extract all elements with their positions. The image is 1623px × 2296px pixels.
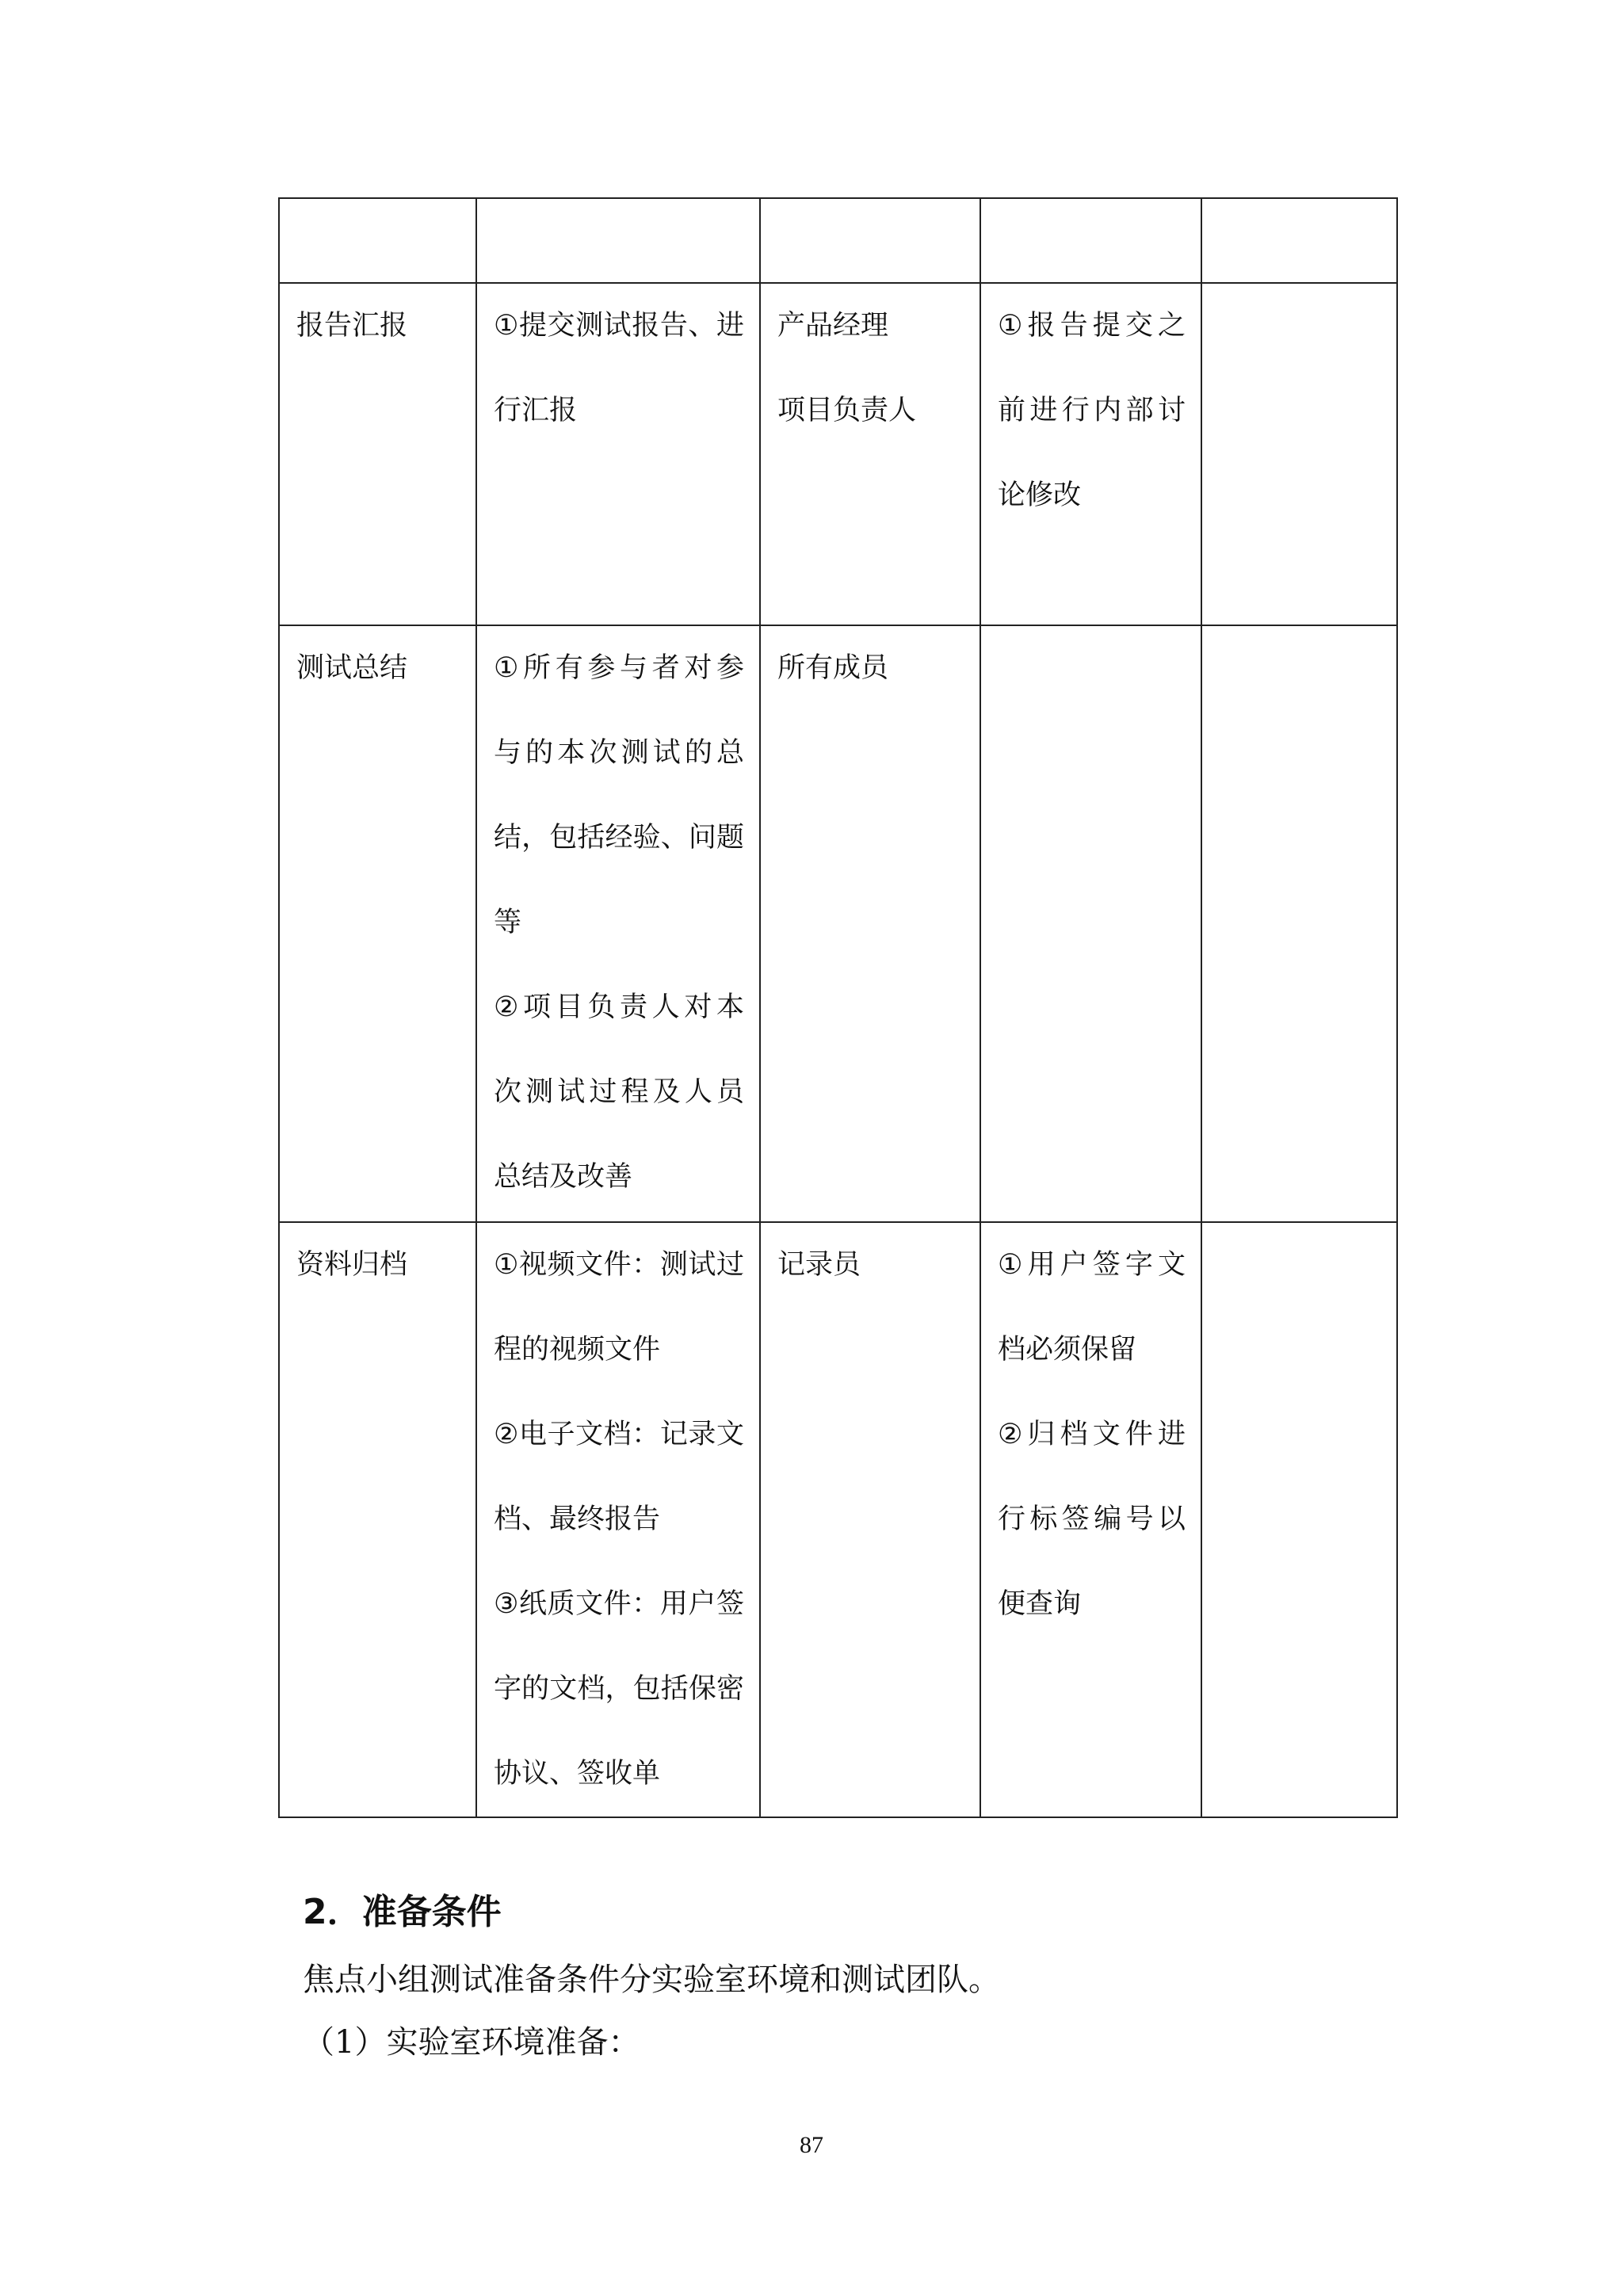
cell-text-line: ①提交测试报告、进 (494, 310, 744, 342)
table-body (279, 198, 1397, 1817)
cell-text-line: ②项目负责人对本 (494, 991, 744, 1023)
table-cell (1201, 198, 1397, 283)
table-cell (279, 1222, 476, 1817)
cell-text-line: 次测试过程及人员 (494, 1076, 744, 1108)
cell-text-line: 字的文档，包括保密 (494, 1673, 744, 1705)
table-cell (980, 198, 1201, 283)
cell-text-line: ①视频文件：测试过 (494, 1249, 744, 1281)
table-row (279, 198, 1397, 283)
table-cell (279, 198, 476, 283)
cell-paragraph (777, 626, 964, 711)
table-cell (760, 198, 980, 283)
cell-paragraph (494, 1392, 744, 1562)
cell-paragraph (494, 965, 744, 1220)
cell-text-line: 所有成员 (777, 652, 889, 684)
cell-paragraph (494, 1223, 744, 1392)
table-cell (476, 283, 760, 625)
cell-text-line: 档必须保留 (998, 1334, 1137, 1366)
cell-text-line: ①用户签字文 (998, 1249, 1186, 1281)
cell-text-line: 项目负责人 (777, 395, 917, 426)
table-row (279, 625, 1397, 1222)
cell-text-line: 便查询 (998, 1588, 1082, 1620)
table-cell (476, 198, 760, 283)
table-cell (279, 283, 476, 625)
cell-paragraph (494, 626, 744, 965)
table-cell (476, 1222, 760, 1817)
cell-text-line: 测试总结 (296, 652, 408, 684)
cell-paragraph (296, 284, 460, 369)
cell-paragraph (777, 1223, 964, 1308)
cell-text-line: 报告汇报 (296, 310, 408, 342)
cell-paragraph (494, 284, 744, 453)
cell-text-line: ①所有参与者对参 (494, 652, 744, 684)
section-subheading: （1）实验室环境准备： (303, 2024, 640, 2061)
cell-text-line: 行标签编号以 (998, 1503, 1186, 1535)
cell-text-line: 程的视频文件 (494, 1334, 661, 1366)
table-row (279, 1222, 1397, 1817)
cell-paragraph (998, 1223, 1186, 1392)
table-cell (980, 625, 1201, 1222)
process-table (278, 197, 1398, 1818)
cell-text-line: 产品经理 (777, 310, 889, 342)
cell-text-line: 行汇报 (494, 395, 578, 426)
cell-paragraph (777, 284, 964, 369)
cell-text-line: 结，包括经验、问题 (494, 822, 744, 854)
cell-paragraph (296, 1223, 460, 1308)
cell-text-line: ③纸质文件：用户签 (494, 1588, 744, 1620)
cell-paragraph (777, 369, 964, 453)
table-cell (279, 625, 476, 1222)
table-cell (1201, 1222, 1397, 1817)
cell-text-line: 与的本次测试的总 (494, 737, 744, 769)
table-cell (476, 625, 760, 1222)
cell-text-line: 协议、签收单 (494, 1758, 661, 1790)
cell-paragraph (998, 1392, 1186, 1647)
cell-text-line: ①报告提交之 (998, 310, 1186, 342)
table-cell (760, 625, 980, 1222)
table-cell (760, 283, 980, 625)
cell-text-line: 总结及改善 (494, 1161, 633, 1193)
cell-paragraph (998, 284, 1186, 538)
cell-text-line: 资料归档 (296, 1249, 408, 1281)
section-heading: 2．准备条件 (303, 1892, 502, 1932)
page-number: 87 (800, 2132, 823, 2158)
table-row (279, 283, 1397, 625)
table-cell (1201, 625, 1397, 1222)
cell-text-line: 前进行内部讨 (998, 395, 1186, 426)
cell-text-line: 档、最终报告 (494, 1503, 661, 1535)
table-cell (980, 1222, 1201, 1817)
cell-text-line: ②电子文档：记录文 (494, 1419, 744, 1450)
cell-text-line: 记录员 (777, 1249, 861, 1281)
table-cell (980, 283, 1201, 625)
table-cell (760, 1222, 980, 1817)
cell-text-line: ②归档文件进 (998, 1419, 1186, 1450)
cell-paragraph (296, 626, 460, 711)
cell-text-line: 论修改 (998, 479, 1082, 511)
cell-paragraph (494, 1562, 744, 1817)
table-cell (1201, 283, 1397, 625)
section-paragraph: 焦点小组测试准备条件分实验室环境和测试团队。 (303, 1962, 1000, 1998)
cell-text-line: 等 (494, 907, 522, 938)
